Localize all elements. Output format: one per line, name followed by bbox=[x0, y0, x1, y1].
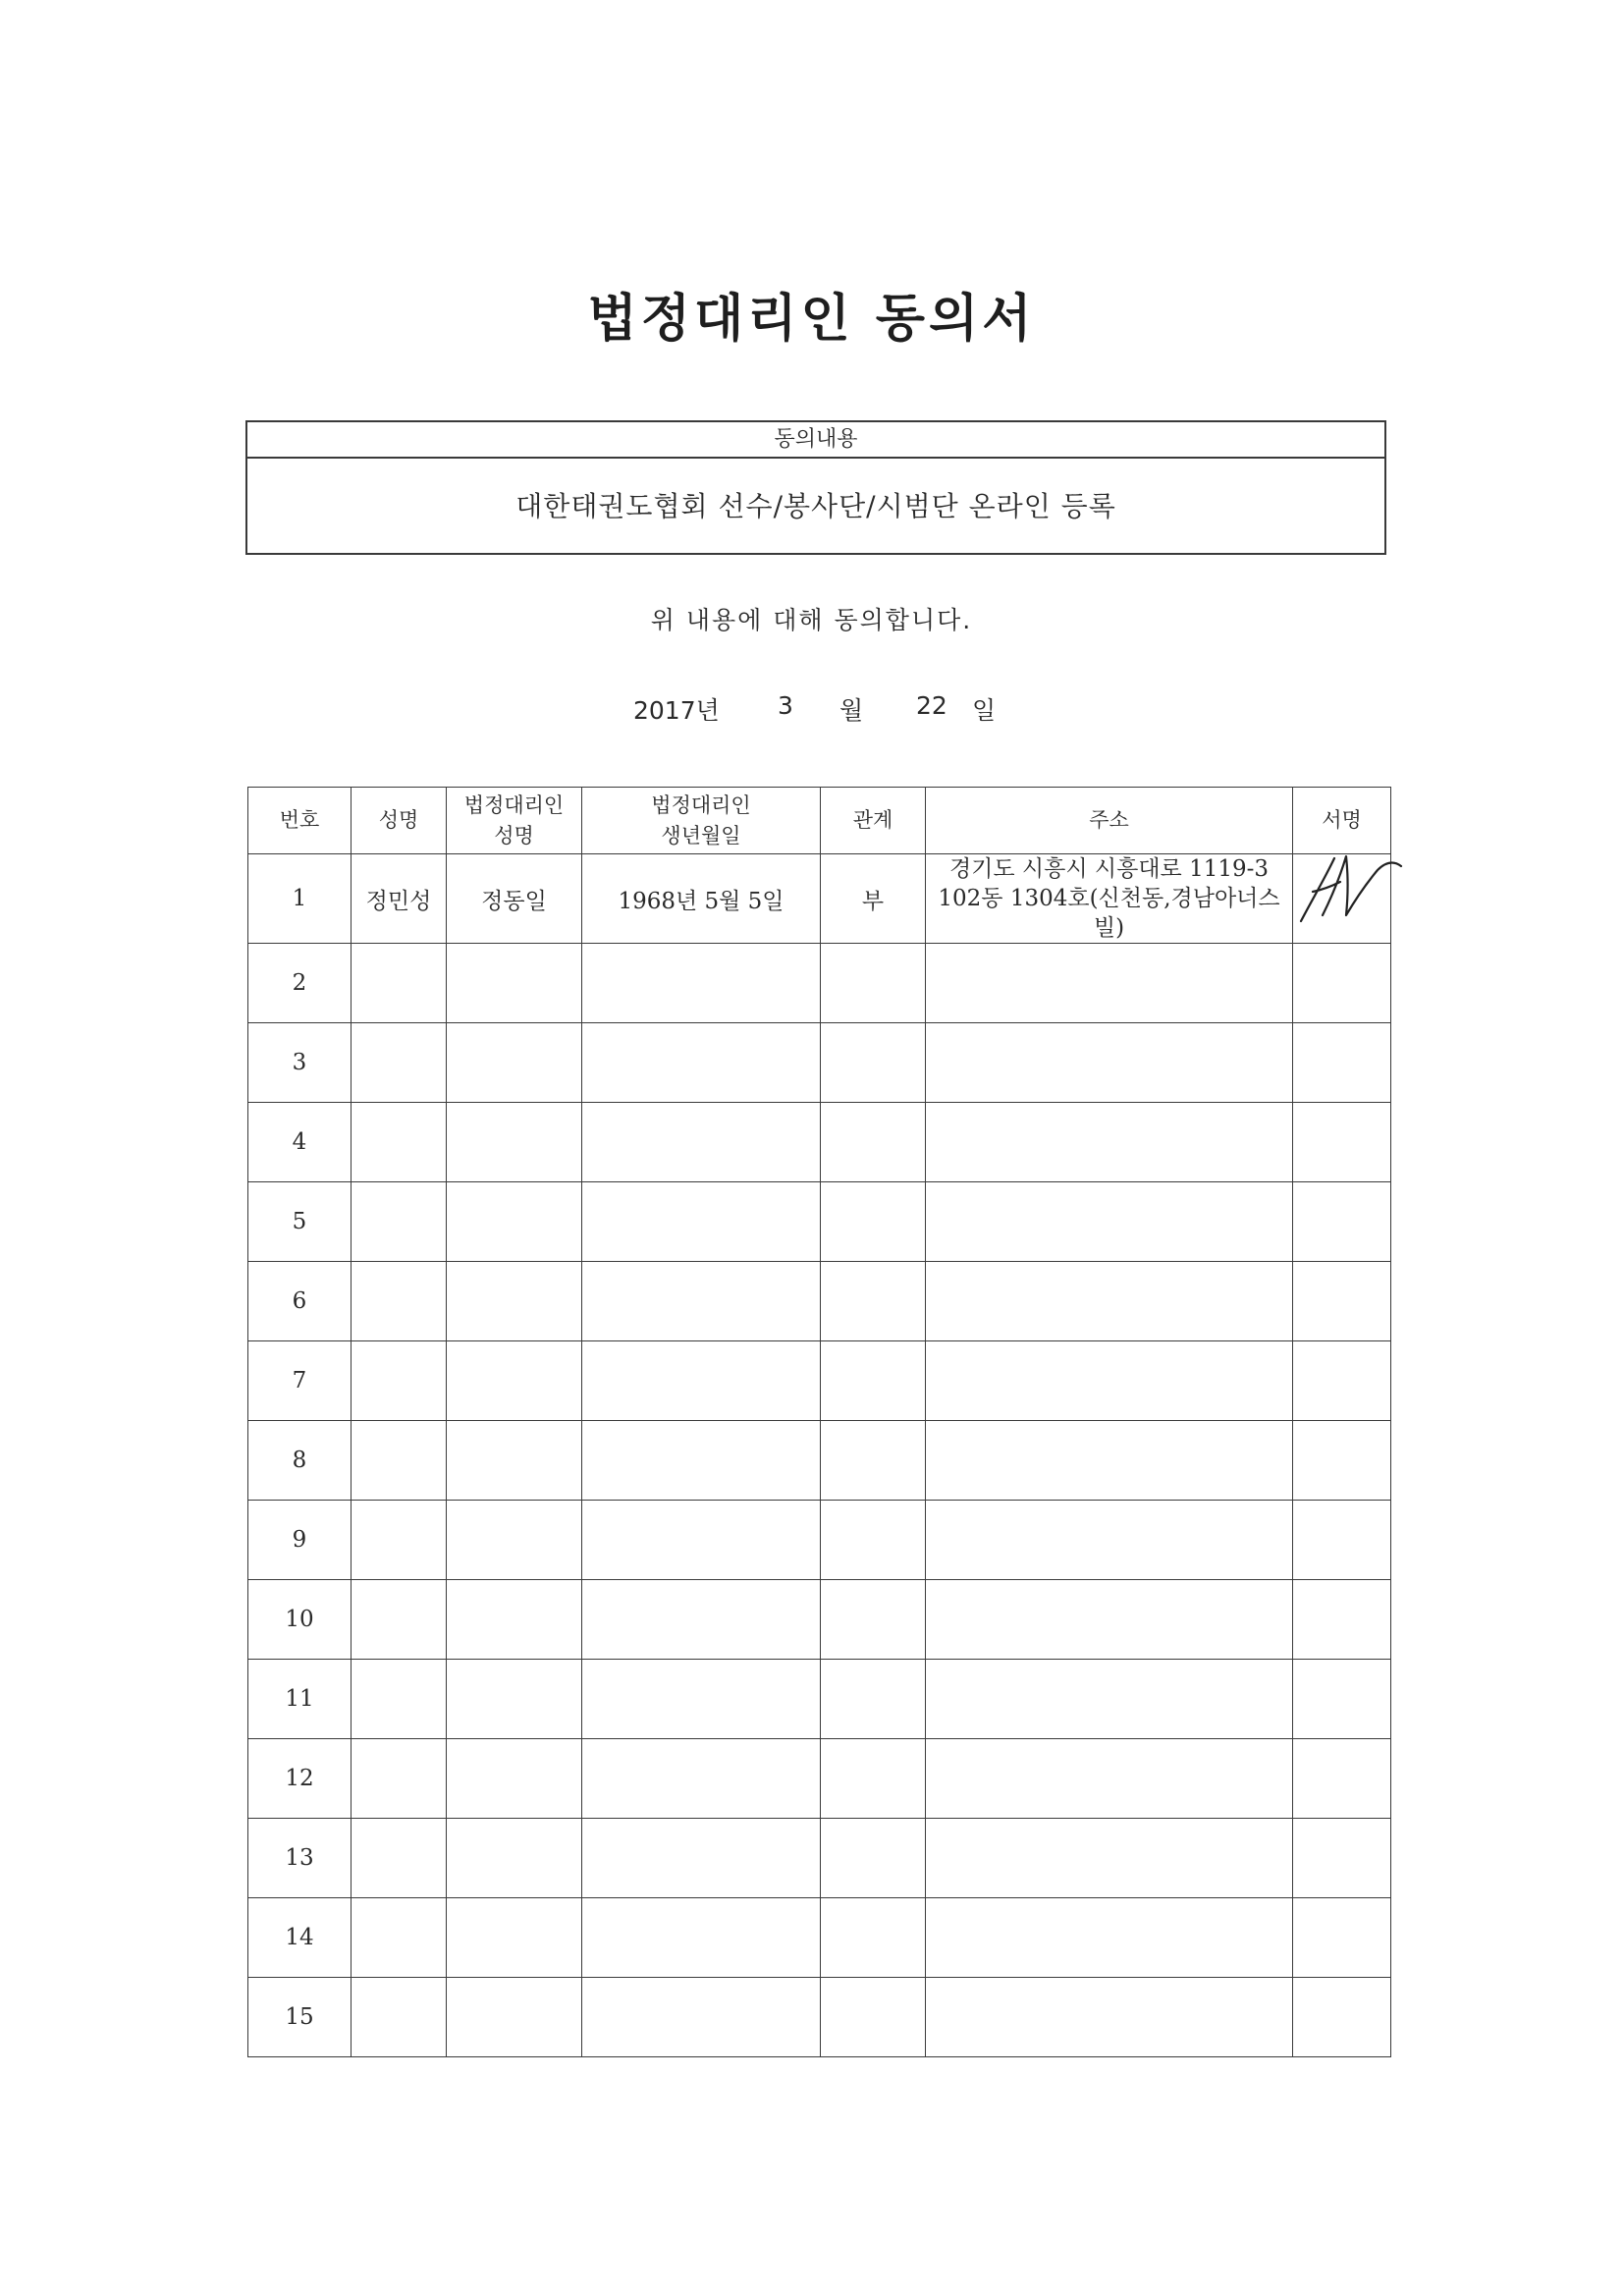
cell-name bbox=[352, 1103, 447, 1182]
table-header-row bbox=[248, 788, 1391, 854]
cell-address bbox=[926, 1739, 1293, 1819]
cell-address bbox=[926, 1978, 1293, 2057]
cell-relation bbox=[821, 1501, 926, 1580]
table-row bbox=[248, 1898, 1391, 1978]
cell-signature bbox=[1293, 1182, 1391, 1262]
cell-guardian-birth: 1968년 5월 5일 bbox=[582, 854, 821, 944]
header-guardian-birth-line1: 법정대리인 bbox=[651, 793, 751, 817]
row-number: 13 bbox=[248, 1819, 352, 1898]
cell-address bbox=[926, 944, 1293, 1023]
cell-guardian-name bbox=[447, 1023, 582, 1103]
row-number: 14 bbox=[248, 1898, 352, 1978]
cell-relation bbox=[821, 1580, 926, 1660]
cell-address bbox=[926, 1341, 1293, 1421]
document-title: 법정대리인 동의서 bbox=[587, 290, 1036, 349]
cell-signature bbox=[1293, 1978, 1391, 2057]
header-address: 주소 bbox=[926, 788, 1293, 854]
cell-relation bbox=[821, 1739, 926, 1819]
cell-signature bbox=[1293, 1262, 1391, 1341]
cell-signature bbox=[1293, 854, 1391, 944]
header-no: 번호 bbox=[248, 788, 352, 854]
cell-name bbox=[352, 1898, 447, 1978]
table-row bbox=[248, 1819, 1391, 1898]
cell-guardian-birth bbox=[582, 1023, 821, 1103]
header-guardian-name bbox=[447, 788, 582, 854]
cell-signature bbox=[1293, 1103, 1391, 1182]
cell-relation bbox=[821, 1182, 926, 1262]
date-day: 22 bbox=[916, 691, 947, 720]
cell-guardian-name bbox=[447, 1660, 582, 1739]
cell-address bbox=[926, 1023, 1293, 1103]
cell-signature bbox=[1293, 1819, 1391, 1898]
header-guardian-birth-line2: 생년월일 bbox=[661, 823, 741, 847]
cell-signature bbox=[1293, 1660, 1391, 1739]
cell-guardian-name bbox=[447, 1739, 582, 1819]
cell-address bbox=[926, 1182, 1293, 1262]
cell-guardian-name bbox=[447, 1262, 582, 1341]
address-line2: 102동 1304호(신천동,경남아너스빌) bbox=[938, 886, 1280, 941]
table-row bbox=[248, 1023, 1391, 1103]
table-body bbox=[248, 854, 1391, 2057]
table-row bbox=[248, 854, 1391, 944]
cell-signature bbox=[1293, 1421, 1391, 1501]
table-row bbox=[248, 1262, 1391, 1341]
cell-name: 정민성 bbox=[352, 854, 447, 944]
cell-guardian-name bbox=[447, 1978, 582, 2057]
cell-guardian-birth bbox=[582, 1580, 821, 1660]
cell-guardian-name: 정동일 bbox=[447, 854, 582, 944]
row-number: 6 bbox=[248, 1262, 352, 1341]
cell-signature bbox=[1293, 1341, 1391, 1421]
cell-relation bbox=[821, 1819, 926, 1898]
table-row bbox=[248, 1660, 1391, 1739]
cell-address bbox=[926, 1501, 1293, 1580]
cell-relation bbox=[821, 1023, 926, 1103]
cell-relation bbox=[821, 1421, 926, 1501]
table-row bbox=[248, 1580, 1391, 1660]
cell-relation bbox=[821, 1898, 926, 1978]
cell-guardian-name bbox=[447, 1341, 582, 1421]
cell-address bbox=[926, 1103, 1293, 1182]
cell-name bbox=[352, 1660, 447, 1739]
cell-relation bbox=[821, 1262, 926, 1341]
cell-signature bbox=[1293, 944, 1391, 1023]
cell-relation bbox=[821, 944, 926, 1023]
row-number: 11 bbox=[248, 1660, 352, 1739]
cell-signature bbox=[1293, 1501, 1391, 1580]
row-number: 12 bbox=[248, 1739, 352, 1819]
cell-name bbox=[352, 1421, 447, 1501]
date-day-unit: 일 bbox=[972, 696, 997, 725]
cell-name bbox=[352, 1023, 447, 1103]
table-row bbox=[248, 944, 1391, 1023]
cell-address bbox=[926, 1660, 1293, 1739]
row-number: 9 bbox=[248, 1501, 352, 1580]
cell-guardian-birth bbox=[582, 1819, 821, 1898]
cell-name bbox=[352, 1978, 447, 2057]
consent-header: 동의내용 bbox=[247, 422, 1384, 459]
table-row bbox=[248, 1978, 1391, 2057]
consent-text: 대한태권도협회 선수/봉사단/시범단 온라인 등록 bbox=[515, 490, 1116, 522]
row-number: 7 bbox=[248, 1341, 352, 1421]
date-month: 3 bbox=[778, 691, 793, 720]
cell-relation bbox=[821, 1341, 926, 1421]
cell-guardian-birth bbox=[582, 1262, 821, 1341]
agreement-statement: 위 내용에 대해 동의합니다. bbox=[650, 606, 973, 634]
cell-guardian-birth bbox=[582, 1898, 821, 1978]
cell-guardian-name bbox=[447, 1580, 582, 1660]
header-guardian-name-line1: 법정대리인 bbox=[463, 793, 565, 817]
cell-relation: 부 bbox=[821, 854, 926, 944]
cell-guardian-birth bbox=[582, 1182, 821, 1262]
row-number: 3 bbox=[248, 1023, 352, 1103]
cell-address bbox=[926, 1262, 1293, 1341]
cell-guardian-birth bbox=[582, 1341, 821, 1421]
guardian-roster-table bbox=[247, 787, 1391, 2057]
cell-guardian-birth bbox=[582, 1978, 821, 2057]
cell-guardian-name bbox=[447, 1819, 582, 1898]
cell-guardian-birth bbox=[582, 1660, 821, 1739]
cell-address bbox=[926, 1421, 1293, 1501]
cell-name bbox=[352, 1819, 447, 1898]
cell-name bbox=[352, 1739, 447, 1819]
header-guardian-name-line2: 성명 bbox=[494, 823, 534, 847]
row-number: 1 bbox=[248, 854, 352, 944]
cell-relation bbox=[821, 1660, 926, 1739]
row-number: 15 bbox=[248, 1978, 352, 2057]
cell-name bbox=[352, 1580, 447, 1660]
date-year: 2017년 bbox=[633, 696, 720, 725]
row-number: 2 bbox=[248, 944, 352, 1023]
cell-guardian-birth bbox=[582, 1103, 821, 1182]
cell-guardian-name bbox=[447, 1501, 582, 1580]
cell-name bbox=[352, 1341, 447, 1421]
handwritten-signature bbox=[1283, 845, 1411, 933]
cell-relation bbox=[821, 1103, 926, 1182]
cell-address bbox=[926, 854, 1293, 944]
cell-guardian-name bbox=[447, 1421, 582, 1501]
cell-name bbox=[352, 1182, 447, 1262]
cell-guardian-name bbox=[447, 944, 582, 1023]
cell-relation bbox=[821, 1978, 926, 2057]
consent-box bbox=[245, 420, 1386, 555]
table-row bbox=[248, 1182, 1391, 1262]
cell-signature bbox=[1293, 1023, 1391, 1103]
table-row bbox=[248, 1739, 1391, 1819]
row-number: 8 bbox=[248, 1421, 352, 1501]
table-row bbox=[248, 1501, 1391, 1580]
row-number: 4 bbox=[248, 1103, 352, 1182]
cell-signature bbox=[1293, 1580, 1391, 1660]
header-guardian-birth bbox=[582, 788, 821, 854]
cell-guardian-birth bbox=[582, 1739, 821, 1819]
cell-address bbox=[926, 1819, 1293, 1898]
cell-signature bbox=[1293, 1898, 1391, 1978]
cell-name bbox=[352, 1262, 447, 1341]
row-number: 5 bbox=[248, 1182, 352, 1262]
header-name: 성명 bbox=[352, 788, 447, 854]
cell-guardian-birth bbox=[582, 1501, 821, 1580]
cell-guardian-birth bbox=[582, 1421, 821, 1501]
table-row bbox=[248, 1341, 1391, 1421]
cell-name bbox=[352, 944, 447, 1023]
header-signature: 서명 bbox=[1293, 788, 1391, 854]
cell-address bbox=[926, 1898, 1293, 1978]
address-line1: 경기도 시흥시 시흥대로 1119-3 bbox=[948, 856, 1270, 882]
cell-guardian-name bbox=[447, 1898, 582, 1978]
cell-guardian-name bbox=[447, 1103, 582, 1182]
cell-guardian-name bbox=[447, 1182, 582, 1262]
cell-name bbox=[352, 1501, 447, 1580]
cell-guardian-birth bbox=[582, 944, 821, 1023]
cell-signature bbox=[1293, 1739, 1391, 1819]
table-row bbox=[248, 1421, 1391, 1501]
row-number: 10 bbox=[248, 1580, 352, 1660]
date-month-unit: 월 bbox=[839, 696, 864, 725]
header-relation: 관계 bbox=[821, 788, 926, 854]
cell-address bbox=[926, 1580, 1293, 1660]
table-row bbox=[248, 1103, 1391, 1182]
